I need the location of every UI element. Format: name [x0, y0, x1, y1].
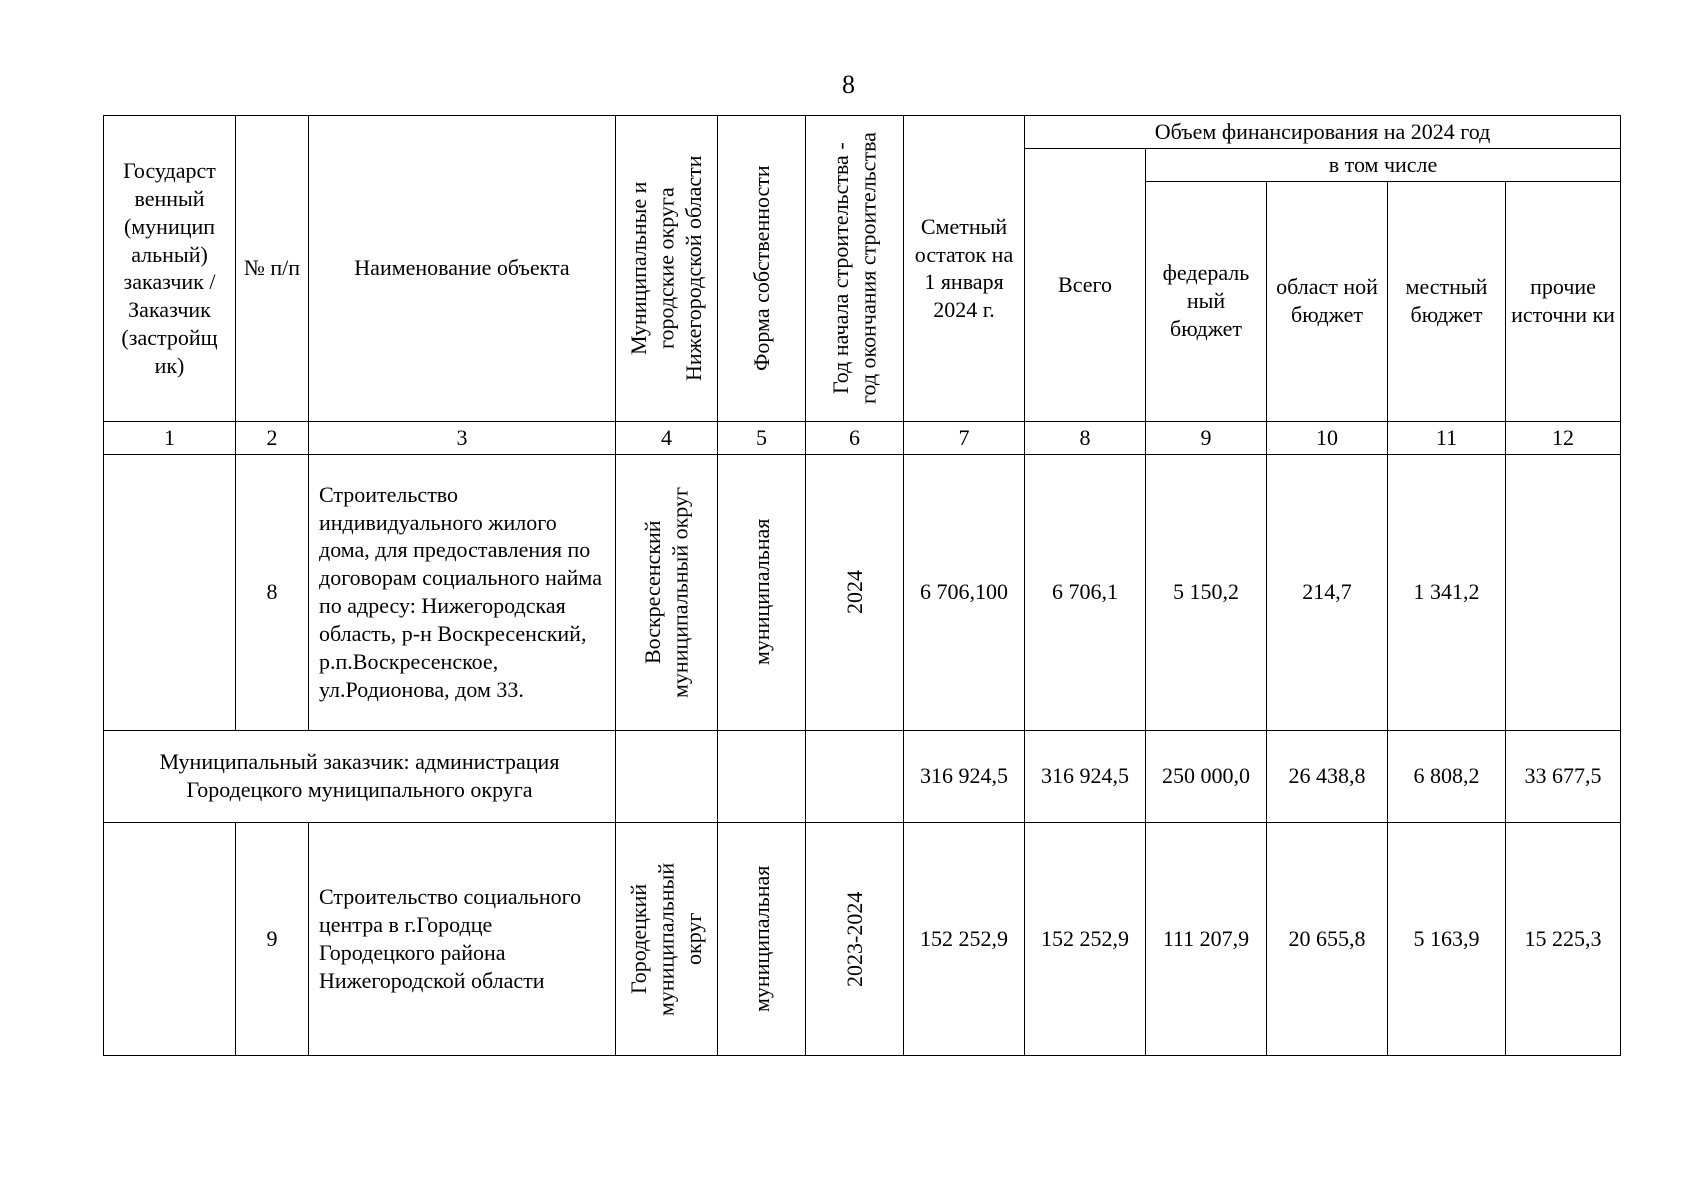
col-number: 2 — [236, 421, 309, 454]
row-local: 1 341,2 — [1388, 454, 1506, 730]
row-regional: 20 655,8 — [1267, 822, 1388, 1055]
header-ownership-text: Форма собственности — [748, 165, 774, 372]
subtotal-local: 6 808,2 — [1388, 730, 1506, 822]
row-federal: 5 150,2 — [1146, 454, 1267, 730]
row-ownership — [718, 454, 806, 730]
table-row — [104, 822, 1621, 1055]
col-number: 1 — [104, 421, 236, 454]
subtotal-years — [806, 730, 904, 822]
funding-table — [103, 115, 1621, 1056]
header-federal: федераль ный бюджет — [1146, 181, 1267, 421]
subtotal-row — [104, 730, 1621, 822]
subtotal-estimate: 316 924,5 — [904, 730, 1025, 822]
row-regional: 214,7 — [1267, 454, 1388, 730]
row-district-text: Воскресенский муниципальный округ — [640, 486, 693, 698]
row-federal: 111 207,9 — [1146, 822, 1267, 1055]
row-estimate: 152 252,9 — [904, 822, 1025, 1055]
row-ownership-text: муниципальная — [748, 865, 774, 1013]
row-years — [806, 822, 904, 1055]
header-customer: Государст венный (муницип альный) заказчик / Заказчик (застройщ ик) — [104, 116, 236, 422]
row-years — [806, 454, 904, 730]
subtotal-federal: 250 000,0 — [1146, 730, 1267, 822]
row-years-text: 2024 — [841, 570, 867, 615]
subtotal-other: 33 677,5 — [1506, 730, 1621, 822]
page-number: 8 — [842, 70, 855, 99]
column-number-row — [104, 421, 1621, 454]
table-row — [104, 454, 1621, 730]
header-other: прочие источни ки — [1506, 181, 1621, 421]
row-num: 8 — [236, 454, 309, 730]
header-regional: област ной бюджет — [1267, 181, 1388, 421]
header-total: Всего — [1025, 148, 1146, 421]
header-district — [616, 116, 718, 422]
row-total: 6 706,1 — [1025, 454, 1146, 730]
row-district — [616, 822, 718, 1055]
row-estimate: 6 706,100 — [904, 454, 1025, 730]
col-number: 4 — [616, 421, 718, 454]
header-ownership — [718, 116, 806, 422]
subtotal-district — [616, 730, 718, 822]
row-other — [1506, 454, 1621, 730]
header-name: Наименование объекта — [309, 116, 616, 422]
header-num: № п/п — [236, 116, 309, 422]
col-number: 8 — [1025, 421, 1146, 454]
row-name: Строительство социального центра в г.Городце Городецкого района Нижегородской области — [309, 822, 616, 1055]
col-number: 12 — [1506, 421, 1621, 454]
header-local: местный бюджет — [1388, 181, 1506, 421]
col-number: 3 — [309, 421, 616, 454]
col-number: 6 — [806, 421, 904, 454]
header-district-text: Муниципальные и городские округа Нижегородской области — [626, 155, 707, 382]
col-number: 11 — [1388, 421, 1506, 454]
row-district — [616, 454, 718, 730]
col-number: 7 — [904, 421, 1025, 454]
header-years-text: Год начала строительства - год окончания строительства — [828, 132, 881, 405]
header-including: в том числе — [1146, 148, 1621, 181]
row-customer — [104, 822, 236, 1055]
header-estimate: Сметный остаток на 1 января 2024 г. — [904, 116, 1025, 422]
subtotal-regional: 26 438,8 — [1267, 730, 1388, 822]
row-customer — [104, 454, 236, 730]
row-total: 152 252,9 — [1025, 822, 1146, 1055]
row-ownership-text: муниципальная — [748, 519, 774, 666]
row-num: 9 — [236, 822, 309, 1055]
header-funding: Объем финансирования на 2024 год — [1025, 116, 1621, 149]
header-years — [806, 116, 904, 422]
col-number: 10 — [1267, 421, 1388, 454]
row-other: 15 225,3 — [1506, 822, 1621, 1055]
subtotal-total: 316 924,5 — [1025, 730, 1146, 822]
row-years-text: 2023-2024 — [841, 891, 867, 987]
col-number: 9 — [1146, 421, 1267, 454]
subtotal-label: Муниципальный заказчик: администрация Городецкого муниципального округа — [104, 730, 616, 822]
row-name: Строительство индивидуального жилого дома, для предоставления по договорам социального найма по адресу: Нижегородская область, р-н Воскресенский, р.п.Воскресенское, ул.Родионова, дом 33. — [309, 454, 616, 730]
row-ownership — [718, 822, 806, 1055]
col-number: 5 — [718, 421, 806, 454]
row-district-text: Городецкий муниципальный округ — [626, 862, 707, 1016]
subtotal-ownership — [718, 730, 806, 822]
header-row-1 — [104, 116, 1621, 149]
row-local: 5 163,9 — [1388, 822, 1506, 1055]
